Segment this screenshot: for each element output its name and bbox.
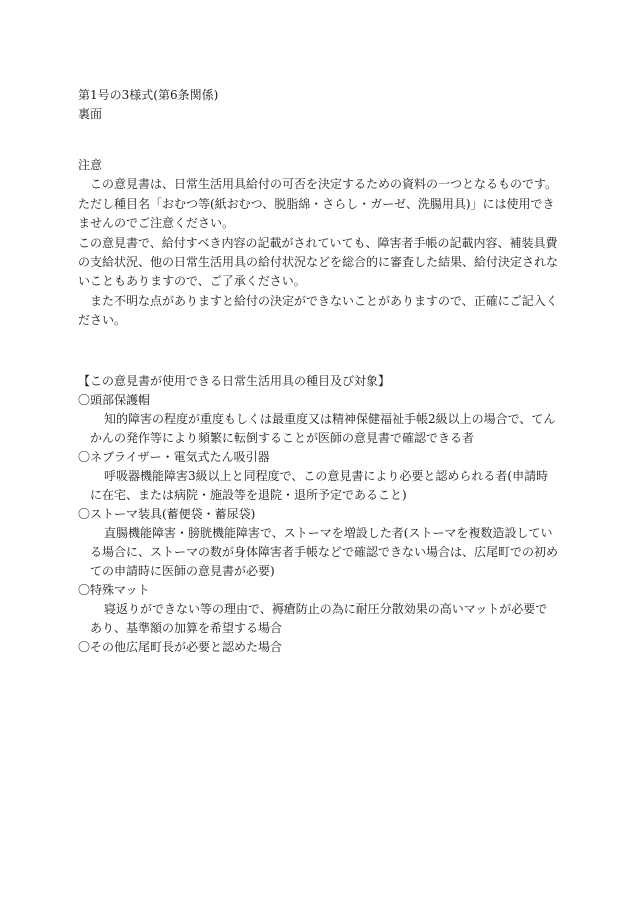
notes-section bbox=[78, 156, 558, 331]
notes-title: 注意 bbox=[78, 158, 103, 172]
items-heading: 【この意見書が使用できる日常生活用具の種目及び対象】 bbox=[78, 374, 391, 388]
item-title: 〇頭部保護帽 bbox=[78, 393, 151, 407]
notes-paragraph: この意見書で、給付すべき内容の記載がされていても、障害者手帳の記載内容、補装具費の支給状況、他の日常生活用具の給付状況などを総合的に審査した結果、給付決定されないこともありますので、ご了承ください。 bbox=[78, 235, 559, 289]
item-description: 直腸機能障害・膀胱機能障害で、ストーマを増設した者(ストーマを複数造設している場合に、ストーマの数が身体障害者手帳などで確認できない場合は、広尾町での初めての申請時に医師の意見書が必要) bbox=[90, 526, 559, 578]
item-title: 〇ストーマ装具(蓄便袋・蓄尿袋) bbox=[78, 507, 256, 521]
eligible-items-section bbox=[78, 372, 558, 657]
form-number: 第1号の3様式(第6条関係) bbox=[78, 88, 219, 102]
item-title: 〇特殊マット bbox=[78, 583, 150, 597]
notes-paragraph: この意見書は、日常生活用具給付の可否を決定するための資料の一つとなるものです。ただし種目名「おむつ等(紙おむつ、脱脂綿・さらし・ガーゼ、洗腸用具)」には使用できませんのでご注意ください。 bbox=[78, 177, 558, 231]
item-title: 〇ネブライザー・電気式たん吸引器 bbox=[78, 450, 270, 464]
item-description: 呼吸器機能障害3級以上と同程度で、この意見書により必要と認められる者(申請時に在宅、または病院・施設等を退院・退所予定であること) bbox=[90, 469, 549, 502]
item-description: 知的障害の程度が重度もしくは最重度又は精神保健福祉手帳2級以上の場合で、てんかんの発作等により頻繁に転倒することが医師の意見書で確認できる者 bbox=[90, 412, 556, 445]
notes-paragraph: また不明な点がありますと給付の決定ができないことがありますので、正確にご記入ください。 bbox=[78, 293, 558, 328]
form-header bbox=[78, 86, 218, 124]
item-title: 〇その他広尾町長が必要と認めた場合 bbox=[78, 640, 283, 654]
page-side-label: 裏面 bbox=[78, 107, 103, 121]
item-description: 寝返りができない等の理由で、褥瘡防止の為に耐圧分散効果の高いマットが必要であり、基準額の加算を希望する場合 bbox=[90, 602, 548, 635]
